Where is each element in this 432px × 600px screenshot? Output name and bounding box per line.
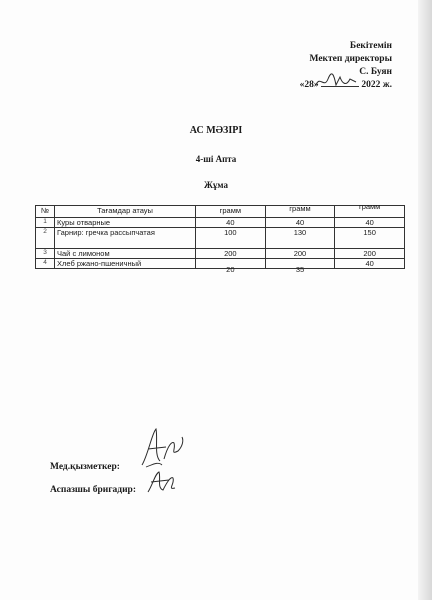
table-row	[36, 259, 405, 269]
week-label: 4-ші Апта	[195, 154, 237, 164]
approval-date-line	[300, 79, 392, 92]
gram-value-2	[265, 259, 335, 274]
header-gram-3	[335, 202, 405, 218]
dish-name: Чай с лимоном	[55, 249, 196, 259]
menu-title: АС МӘЗІРІ	[189, 125, 243, 136]
gram-value-1	[196, 259, 266, 274]
dish-name: Гарнир: гречка рассыпчатая	[55, 228, 196, 249]
row-number: 1	[36, 218, 55, 228]
gram-value-2: 200	[265, 249, 335, 259]
gram-value-2: 40	[265, 218, 335, 228]
approval-title: Бекітемін	[349, 41, 392, 51]
header-gram-1: грамм	[196, 206, 266, 218]
gram-value-2-text: 35	[295, 265, 305, 274]
header-number: №	[36, 206, 55, 218]
dish-name: Хлеб ржано-пшеничный	[55, 259, 196, 269]
chef-label: Аспазшы бригадир:	[50, 485, 136, 495]
gram-value-2: 130	[265, 228, 335, 249]
gram-value-3: 40	[335, 259, 405, 269]
nurse-signature	[138, 425, 188, 471]
table-header-row	[36, 206, 405, 218]
gram-value-1: 40	[196, 218, 266, 228]
row-number: 4	[36, 259, 55, 269]
table-row	[36, 228, 405, 249]
approval-position: Мектеп директоры	[309, 54, 392, 64]
approval-date-day: «28»	[299, 80, 319, 90]
day-label: Жұма	[204, 180, 228, 190]
menu-table	[35, 202, 405, 274]
approval-year: 2022 ж.	[361, 80, 392, 90]
nurse-label: Мед.қызметкер:	[50, 462, 120, 472]
row-number: 2	[36, 228, 55, 249]
gram-value-3: 200	[335, 249, 405, 259]
header-gram-2-text: грамм	[289, 204, 311, 213]
header-gram-2	[265, 206, 335, 218]
gram-value-1: 100	[196, 228, 266, 249]
header-gram-3-text: грамм	[358, 202, 381, 211]
header-dish-name: Тағамдар атауы	[55, 206, 196, 218]
row-number: 3	[36, 249, 55, 259]
table-row	[36, 218, 405, 228]
gram-value-1: 200	[196, 249, 266, 259]
table-row	[36, 249, 405, 259]
chef-signature	[145, 468, 179, 496]
dish-name: Куры отварные	[55, 218, 196, 228]
approval-block	[300, 40, 392, 92]
director-signature	[314, 73, 358, 91]
approval-person: С. Буян	[359, 67, 392, 77]
scan-edge-shadow	[418, 0, 432, 600]
gram-value-3: 150	[335, 228, 405, 249]
gram-value-3: 40	[335, 218, 405, 228]
gram-value-1-text: 20	[226, 265, 235, 274]
